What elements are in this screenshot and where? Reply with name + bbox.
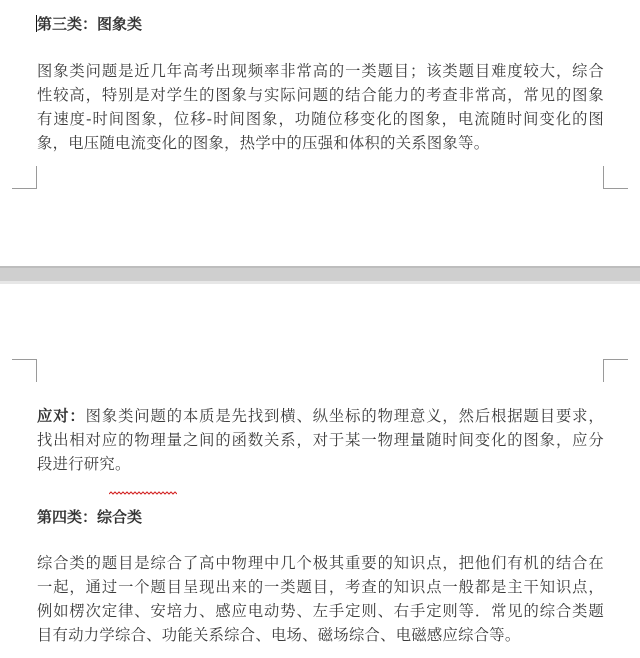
section3-heading: 第三类：图象类 [37,15,143,33]
response-paragraph [37,404,604,476]
section4-paragraph [37,551,604,647]
margin-corner-top-right [603,359,628,382]
paragraph-line: 找出相对应的物理量之间的函数关系，对于某一物理量随时间变化的图象，应分 [37,431,604,449]
response-label: 应对： [37,407,86,425]
paragraph-line [37,404,604,428]
paragraph-line: 例如楞次定律、安培力、感应电动势、左手定则、右手定则等．常见的综合类题 [37,602,604,620]
section3-paragraph [37,59,604,155]
document-page-1 [0,0,640,266]
section4-heading: 第四类：综合类 [37,508,143,526]
page-break-gap [0,266,640,284]
paragraph-line: 一起，通过一个题目呈现出来的一类题目，考查的知识点一般都是主干知识点， [37,578,604,596]
paragraph-line: 目有动力学综合、功能关系综合、电场、磁场综合、电磁感应综合等。 [37,626,521,644]
paragraph-line: 段进行研究。 [37,455,131,473]
margin-corner-top-left [12,359,37,382]
paragraph-line: 图象类问题是近几年高考出现频率非常高的一类题目；该类题目难度较大，综合 [37,62,604,80]
paragraph-line: 性较高，特别是对学生的图象与实际问题的结合能力的考查非常高，常见的图象 [37,86,604,104]
paragraph-line: 象，电压随电流变化的图象，热学中的压强和体积的关系图象等。 [37,134,490,152]
response-text: 图象类问题的本质是先找到横、纵坐标的物理意义，然后根据题目要求， [85,407,604,425]
spellcheck-underline [109,491,177,496]
paragraph-line: 有速度-时间图象，位移-时间图象，功随位移变化的图象，电流随时间变化的图 [37,110,604,128]
margin-corner-bottom-left [12,166,37,189]
margin-corner-bottom-right [603,166,628,189]
paragraph-line: 综合类的题目是综合了高中物理中几个极其重要的知识点，把他们有机的结合在 [37,554,604,572]
